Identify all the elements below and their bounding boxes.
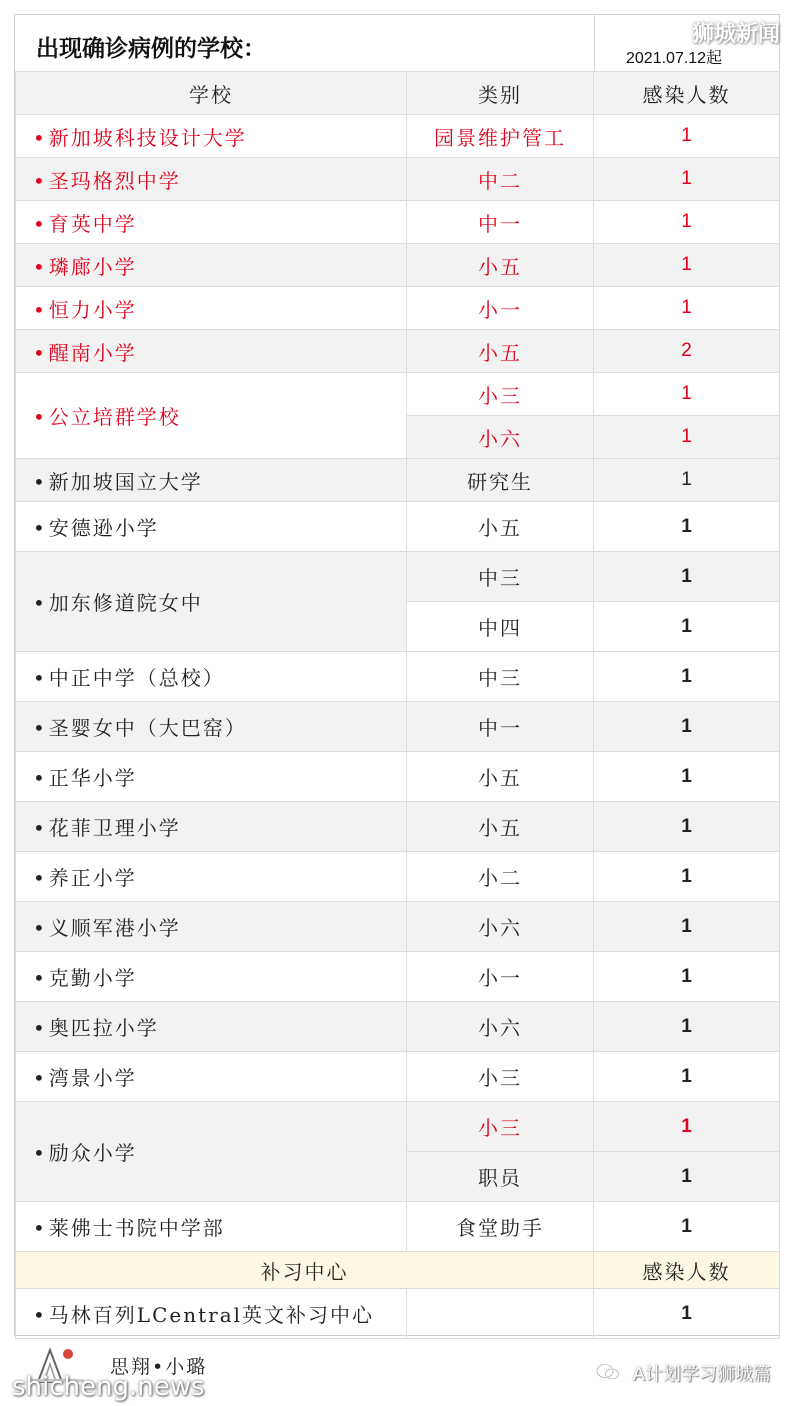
count-cell: 1 — [594, 802, 780, 852]
school-label: 养正小学 — [48, 866, 137, 890]
school-name — [16, 244, 407, 287]
bullet: • — [33, 666, 47, 690]
school-name — [16, 652, 407, 702]
table-row — [16, 1202, 780, 1252]
category-cell: 中二 — [407, 158, 594, 201]
count-cell: 2 — [594, 330, 780, 373]
count-cell: 1 — [594, 852, 780, 902]
bullet: • — [33, 591, 47, 615]
count-cell: 1 — [594, 416, 780, 459]
bullet: • — [33, 516, 47, 540]
category-cell: 中四 — [407, 602, 594, 652]
school-label: 圣玛格烈中学 — [48, 168, 181, 193]
count-cell: 1 — [594, 602, 780, 652]
category-cell: 中三 — [407, 652, 594, 702]
tuition-row — [16, 1289, 780, 1339]
category-cell: 小一 — [407, 287, 594, 330]
bullet: • — [33, 168, 47, 193]
table-row — [16, 244, 780, 287]
school-label: 湾景小学 — [48, 1066, 137, 1090]
category-cell: 中三 — [407, 552, 594, 602]
table-row — [16, 1002, 780, 1052]
table-row — [16, 552, 780, 602]
bullet: • — [33, 916, 47, 940]
count-cell: 1 — [594, 244, 780, 287]
count-cell: 1 — [594, 1152, 780, 1202]
bullet: • — [33, 469, 47, 494]
bullet: • — [33, 1016, 47, 1040]
school-name — [16, 287, 407, 330]
count-cell: 1 — [594, 1289, 780, 1339]
school-label: 莱佛士书院中学部 — [48, 1216, 225, 1240]
bullet: • — [33, 1141, 47, 1165]
count-cell: 1 — [594, 902, 780, 952]
school-label: 克勤小学 — [48, 966, 137, 990]
category-cell: 小一 — [407, 952, 594, 1002]
count-cell: 1 — [594, 158, 780, 201]
school-name — [16, 115, 407, 158]
table-row — [16, 373, 780, 416]
category-cell — [407, 1289, 594, 1339]
table-row — [16, 852, 780, 902]
category-cell: 中一 — [407, 702, 594, 752]
table-row — [16, 502, 780, 552]
tuition-header-row — [16, 1252, 780, 1289]
category-cell: 小五 — [407, 502, 594, 552]
count-cell: 1 — [594, 287, 780, 330]
table-row — [16, 702, 780, 752]
count-cell: 1 — [594, 1102, 780, 1152]
school-label: 花菲卫理小学 — [48, 816, 181, 840]
page-title: 出现确诊病例的学校： — [36, 36, 266, 62]
category-cell: 小二 — [407, 852, 594, 902]
header-count: 感染人数 — [594, 72, 780, 115]
table-row — [16, 1052, 780, 1102]
bullet: • — [33, 866, 47, 890]
school-name — [16, 1052, 407, 1102]
count-cell: 1 — [594, 373, 780, 416]
count-cell: 1 — [594, 201, 780, 244]
table-header-row — [16, 72, 780, 115]
school-name — [16, 459, 407, 502]
school-label: 醒南小学 — [48, 340, 137, 365]
table-row — [16, 752, 780, 802]
bullet: • — [33, 125, 47, 150]
school-name — [16, 552, 407, 652]
school-label: 励众小学 — [48, 1141, 137, 1165]
bullet: • — [33, 1066, 47, 1090]
school-label: 新加坡国立大学 — [48, 469, 203, 494]
table-row — [16, 287, 780, 330]
school-label: 新加坡科技设计大学 — [48, 125, 247, 150]
school-label: 恒力小学 — [48, 297, 137, 322]
category-cell: 小五 — [407, 330, 594, 373]
school-label: 璘廊小学 — [48, 254, 137, 279]
count-cell: 1 — [594, 115, 780, 158]
bullet: • — [33, 1303, 47, 1327]
school-name — [16, 1102, 407, 1202]
count-cell: 1 — [594, 1052, 780, 1102]
count-cell: 1 — [594, 1002, 780, 1052]
bullet: • — [33, 297, 47, 322]
table-row — [16, 459, 780, 502]
count-cell: 1 — [594, 702, 780, 752]
watermark-top: 狮城新闻 — [691, 22, 780, 47]
school-name — [16, 752, 407, 802]
bullet: • — [33, 816, 47, 840]
table-row — [16, 802, 780, 852]
table-row — [16, 652, 780, 702]
bullet: • — [33, 966, 47, 990]
category-cell: 小三 — [407, 1052, 594, 1102]
school-label: 马林百列LCentral英文补习中心 — [48, 1303, 375, 1327]
school-name — [16, 201, 407, 244]
header-category: 类别 — [407, 72, 594, 115]
school-name — [16, 1202, 407, 1252]
school-name — [16, 373, 407, 459]
bullet: • — [33, 254, 47, 279]
school-name — [16, 702, 407, 752]
category-cell: 小六 — [407, 902, 594, 952]
tuition-header-label: 补习中心 — [16, 1252, 594, 1289]
bullet: • — [33, 405, 47, 429]
bullet: • — [33, 1216, 47, 1240]
school-label: 安德逊小学 — [48, 516, 159, 540]
table-row — [16, 952, 780, 1002]
school-label: 加东修道院女中 — [48, 591, 203, 615]
table-row — [16, 902, 780, 952]
count-cell: 1 — [594, 652, 780, 702]
school-name — [16, 158, 407, 201]
school-name — [16, 952, 407, 1002]
date-label: 2021.07.12起 — [626, 50, 723, 67]
category-cell: 小三 — [407, 1102, 594, 1152]
school-name — [16, 902, 407, 952]
school-name — [16, 1002, 407, 1052]
category-cell: 园景维护管工 — [407, 115, 594, 158]
school-label: 义顺军港小学 — [48, 916, 181, 940]
tuition-header-count: 感染人数 — [594, 1252, 780, 1289]
table-row — [16, 115, 780, 158]
school-label: 公立培群学校 — [48, 405, 181, 429]
footer-credit: 思翔•小璐 — [110, 1356, 208, 1378]
category-cell: 小五 — [407, 802, 594, 852]
table-row — [16, 1102, 780, 1152]
bullet: • — [33, 716, 47, 740]
bullet: • — [33, 211, 47, 236]
count-cell: 1 — [594, 502, 780, 552]
count-cell: 1 — [594, 459, 780, 502]
header-school: 学校 — [16, 72, 407, 115]
schools-table — [15, 71, 780, 1339]
category-cell: 职员 — [407, 1152, 594, 1202]
category-cell: 小五 — [407, 244, 594, 287]
category-cell: 食堂助手 — [407, 1202, 594, 1252]
school-name — [16, 502, 407, 552]
school-label: 育英中学 — [48, 211, 137, 236]
category-cell: 中一 — [407, 201, 594, 244]
school-name — [16, 802, 407, 852]
count-cell: 1 — [594, 1202, 780, 1252]
school-label: 正华小学 — [48, 766, 137, 790]
category-cell: 研究生 — [407, 459, 594, 502]
school-name — [16, 852, 407, 902]
count-cell: 1 — [594, 752, 780, 802]
category-cell: 小五 — [407, 752, 594, 802]
table-row — [16, 201, 780, 244]
count-cell: 1 — [594, 552, 780, 602]
table-row — [16, 330, 780, 373]
table-row — [16, 158, 780, 201]
school-label: 中正中学（总校） — [48, 666, 225, 690]
wechat-account-label: A计划学习狮城篇 — [632, 1364, 771, 1385]
school-name — [16, 1289, 407, 1339]
school-label: 圣婴女中（大巴窑） — [48, 716, 247, 740]
count-cell: 1 — [594, 952, 780, 1002]
category-cell: 小三 — [407, 373, 594, 416]
site-watermark: shicheng.news — [12, 1372, 205, 1402]
bullet: • — [33, 766, 47, 790]
school-label: 奥匹拉小学 — [48, 1016, 159, 1040]
bullet: • — [33, 340, 47, 365]
school-name — [16, 330, 407, 373]
category-cell: 小六 — [407, 1002, 594, 1052]
category-cell: 小六 — [407, 416, 594, 459]
wechat-icon — [596, 1362, 620, 1382]
